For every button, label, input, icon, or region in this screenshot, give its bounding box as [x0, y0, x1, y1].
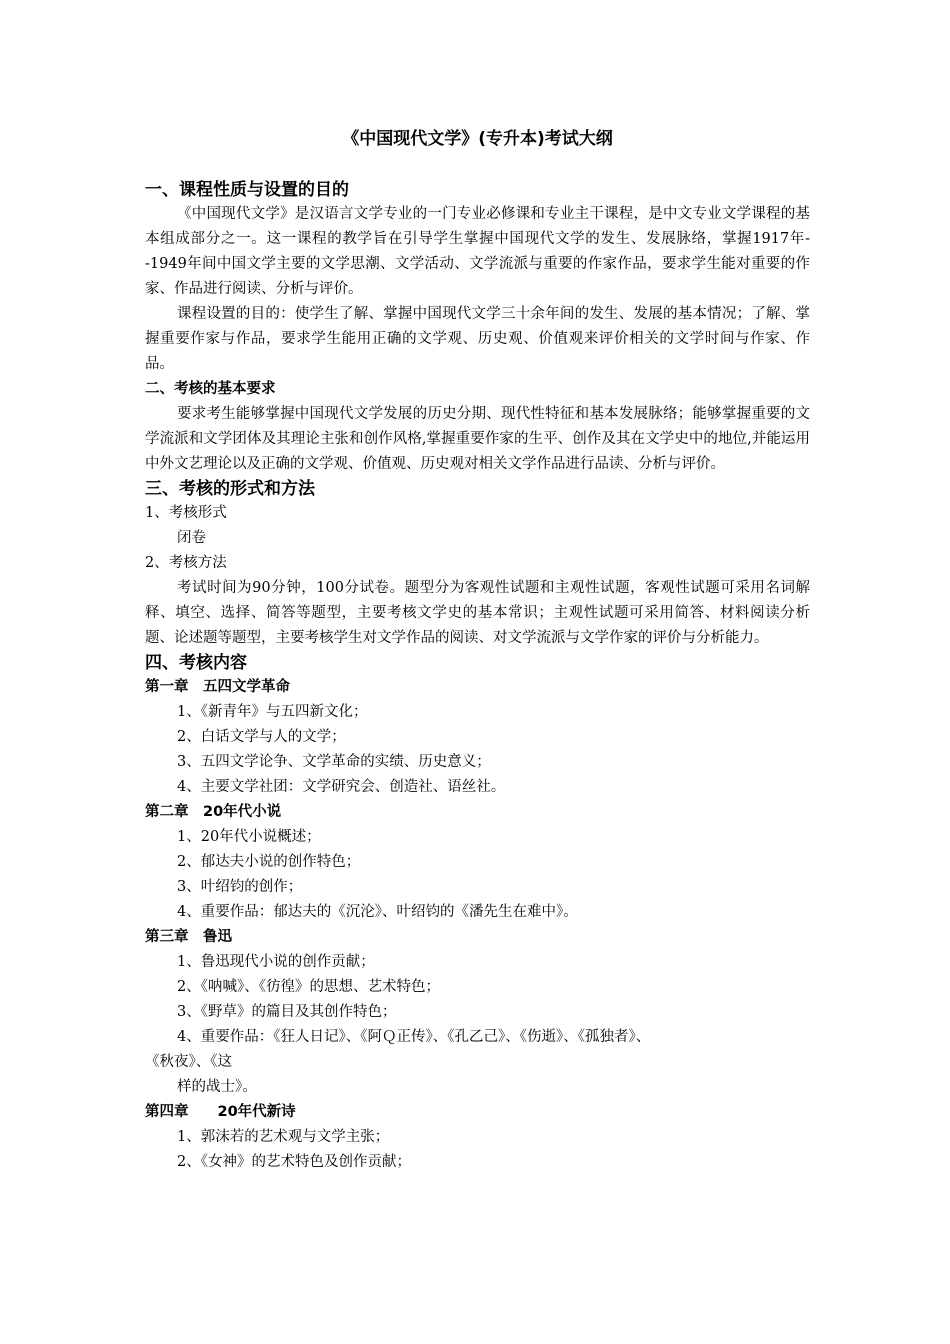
list-item: 3、《野草》的篇目及其创作特色； [177, 1004, 397, 1020]
list-item: 2、白话文学与人的文学； [177, 729, 346, 745]
section1-paragraph-1: 《中国现代文学》是汉语言文学专业的一门专业必修课和专业主干课程，是中文专业文学课程的基本组成部分之一。这一课程的教学旨在引导学生掌握中国现代文学的发生、发展脉络，掌握1917年--1949年间中国文学主要的文学思潮、文学活动、文学流派与重要的作家作品，要求学生能对重要的作家、作品进行阅读、分析与评价。 [145, 206, 810, 297]
page-title: 《中国现代文学》(专升本)考试大纲 [342, 129, 613, 149]
list-item: 4、重要作品：郁达夫的《沉沦》、叶绍钧的《潘先生在难中》。 [177, 904, 578, 920]
chapter-1-title: 第一章 五四文学革命 [145, 679, 290, 695]
chapter-3-title: 第三章 鲁迅 [145, 929, 232, 945]
list-item-continuation: 样的战士》。 [177, 1079, 257, 1095]
exam-form-value: 闭卷 [177, 530, 206, 546]
section-heading-3: 三、考核的形式和方法 [145, 479, 315, 499]
section1-paragraph-2: 课程设置的目的：使学生了解、掌握中国现代文学三十余年间的发生、发展的基本情况；了解、掌握重要作家与作品，要求学生能用正确的文学观、历史观、价值观来评价相关的文学时间与作家、作品。 [145, 306, 810, 372]
chapter-2-title: 第二章 20年代小说 [145, 804, 282, 820]
list-item: 4、重要作品：《狂人日记》、《阿Ｑ正传》、《孔乙己》、《伤逝》、《孤独者》、 [177, 1029, 651, 1045]
exam-form-label: 1、考核形式 [145, 505, 227, 521]
exam-method-text: 考试时间为90分钟，100分试卷。题型分为客观性试题和主观性试题，客观性试题可采用名词解释、填空、选择、简答等题型，主要考核文学史的基本常识；主观性试题可采用简答、材料阅读分析题、论述题等题型，主要考核学生对文学作品的阅读、对文学流派与文学作家的评价与分析能力。 [145, 580, 810, 646]
list-item-continuation: 《秋夜》、《这 [145, 1054, 232, 1070]
document-body [145, 127, 810, 1175]
list-item: 1、《新青年》与五四新文化； [177, 704, 368, 720]
chapter-4-title: 第四章 20年代新诗 [145, 1104, 296, 1120]
exam-method-label: 2、考核方法 [145, 555, 227, 571]
list-item: 2、《女神》的艺术特色及创作贡献； [177, 1154, 411, 1170]
list-item: 3、叶绍钧的创作； [177, 879, 303, 895]
list-item: 2、《呐喊》、《彷徨》的思想、艺术特色； [177, 979, 440, 995]
list-item: 1、20年代小说概述； [177, 829, 321, 845]
list-item: 3、五四文学论争、文学革命的实绩、历史意义； [177, 754, 491, 770]
list-item: 4、主要文学社团：文学研究会、创造社、语丝社。 [177, 779, 506, 795]
list-item: 1、鲁迅现代小说的创作贡献； [177, 954, 375, 970]
section-heading-2: 二、考核的基本要求 [145, 381, 276, 397]
section-heading-4: 四、考核内容 [145, 653, 247, 673]
section-heading-1: 一、课程性质与设置的目的 [145, 180, 349, 200]
list-item: 1、郭沫若的艺术观与文学主张； [177, 1129, 390, 1145]
list-item: 2、郁达夫小说的创作特色； [177, 854, 361, 870]
section2-paragraph-1: 要求考生能够掌握中国现代文学发展的历史分期、现代性特征和基本发展脉络；能够掌握重要的文学流派和文学团体及其理论主张和创作风格,掌握重要作家的生平、创作及其在文学史中的地位,并能运用中外文艺理论以及正确的文学观、价值观、历史观对相关文学作品进行品读、分析与评价。 [145, 406, 810, 472]
